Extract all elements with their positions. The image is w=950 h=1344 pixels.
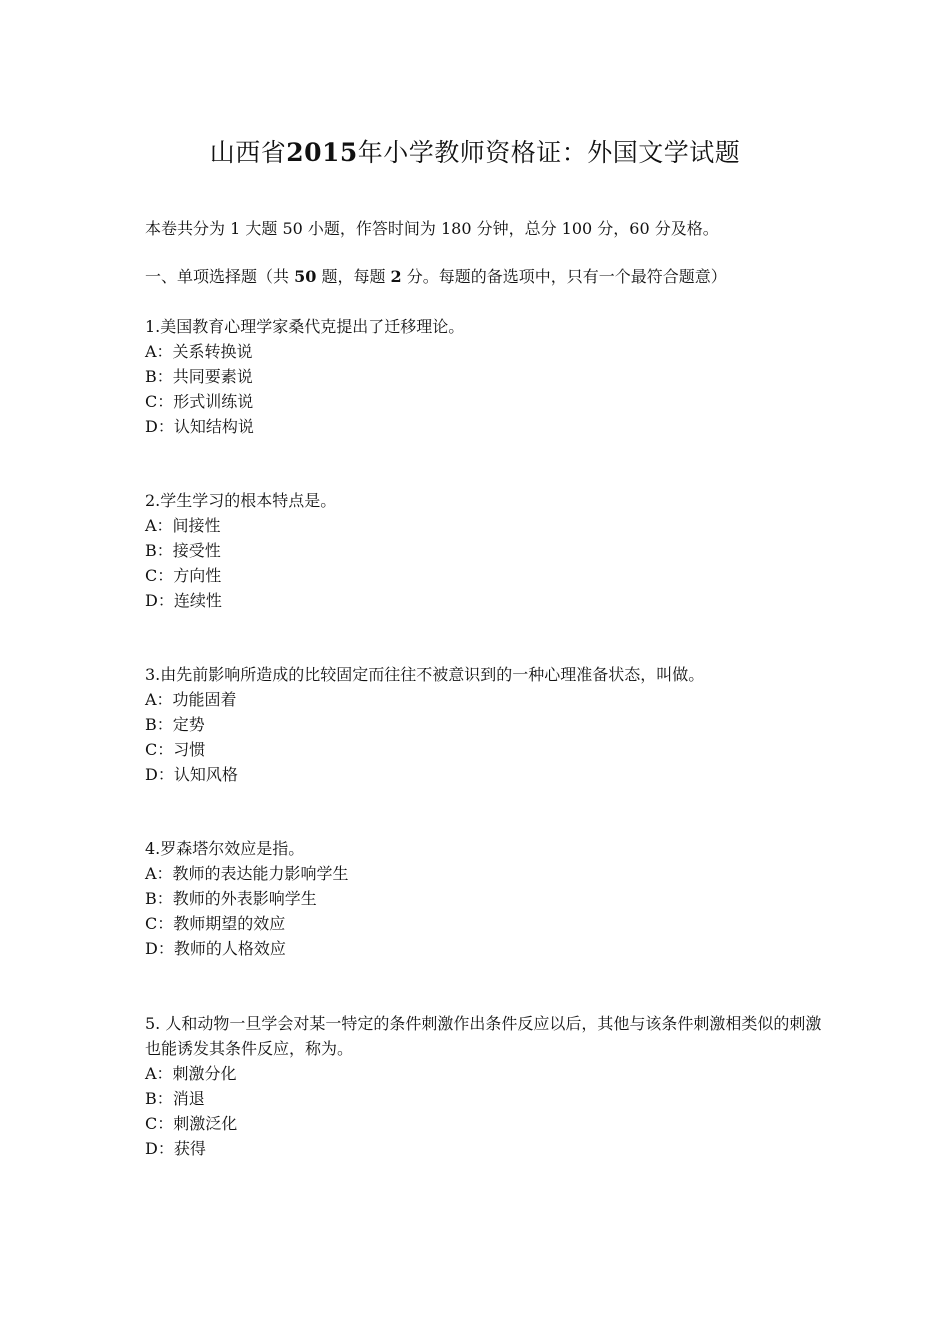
- option-d: D：认知风格: [145, 765, 238, 784]
- section-question-points: 2: [390, 267, 402, 286]
- option-c: C：刺激泛化: [145, 1114, 238, 1133]
- option-a: A：关系转换说: [145, 342, 253, 361]
- option-d: D：连续性: [145, 591, 222, 610]
- question-stem: 5. 人和动物一旦学会对某一特定的条件刺激作出条件反应以后，其他与该条件刺激相类似的刺激也能诱发其条件反应，称为。: [145, 1014, 822, 1058]
- option-a: A：间接性: [145, 516, 221, 535]
- option-c: C：方向性: [145, 566, 222, 585]
- option-b: B：教师的外表影响学生: [145, 889, 317, 908]
- question-3: [145, 662, 825, 787]
- section-heading-part1: 一、单项选择题（共: [145, 267, 295, 286]
- exam-instructions: 本卷共分为 1 大题 50 小题，作答时间为 180 分钟，总分 100 分，60 分及格。: [145, 219, 719, 238]
- question-5: [145, 1011, 825, 1161]
- question-stem: 1.美国教育心理学家桑代克提出了迁移理论。: [145, 317, 465, 336]
- question-stem: 4.罗森塔尔效应是指。: [145, 839, 305, 858]
- option-c: C：习惯: [145, 740, 206, 759]
- question-1: [145, 314, 825, 439]
- question-2: [145, 488, 825, 613]
- option-b: B：定势: [145, 715, 205, 734]
- option-c: C：形式训练说: [145, 392, 254, 411]
- option-a: A：刺激分化: [145, 1064, 237, 1083]
- document-title: [0, 137, 950, 169]
- option-a: A：教师的表达能力影响学生: [145, 864, 349, 883]
- title-suffix: 年小学教师资格证：外国文学试题: [357, 138, 741, 167]
- section-heading: [145, 264, 825, 289]
- option-a: A：功能固着: [145, 690, 237, 709]
- section-question-count: 50: [294, 267, 317, 286]
- section-heading-part2: 题，每题: [316, 267, 391, 286]
- section-heading-part3: 分。每题的备选项中，只有一个最符合题意）: [401, 267, 727, 286]
- question-stem: 3.由先前影响所造成的比较固定而往往不被意识到的一种心理准备状态，叫做。: [145, 665, 705, 684]
- option-d: D：认知结构说: [145, 417, 254, 436]
- option-d: D：获得: [145, 1139, 206, 1158]
- title-prefix: 山西省: [209, 138, 287, 167]
- option-b: B：消退: [145, 1089, 205, 1108]
- option-b: B：共同要素说: [145, 367, 253, 386]
- title-year: 2015: [286, 138, 358, 167]
- question-stem: 2.学生学习的根本特点是。: [145, 491, 337, 510]
- question-4: [145, 836, 825, 961]
- option-d: D：教师的人格效应: [145, 939, 286, 958]
- option-c: C：教师期望的效应: [145, 914, 286, 933]
- option-b: B：接受性: [145, 541, 221, 560]
